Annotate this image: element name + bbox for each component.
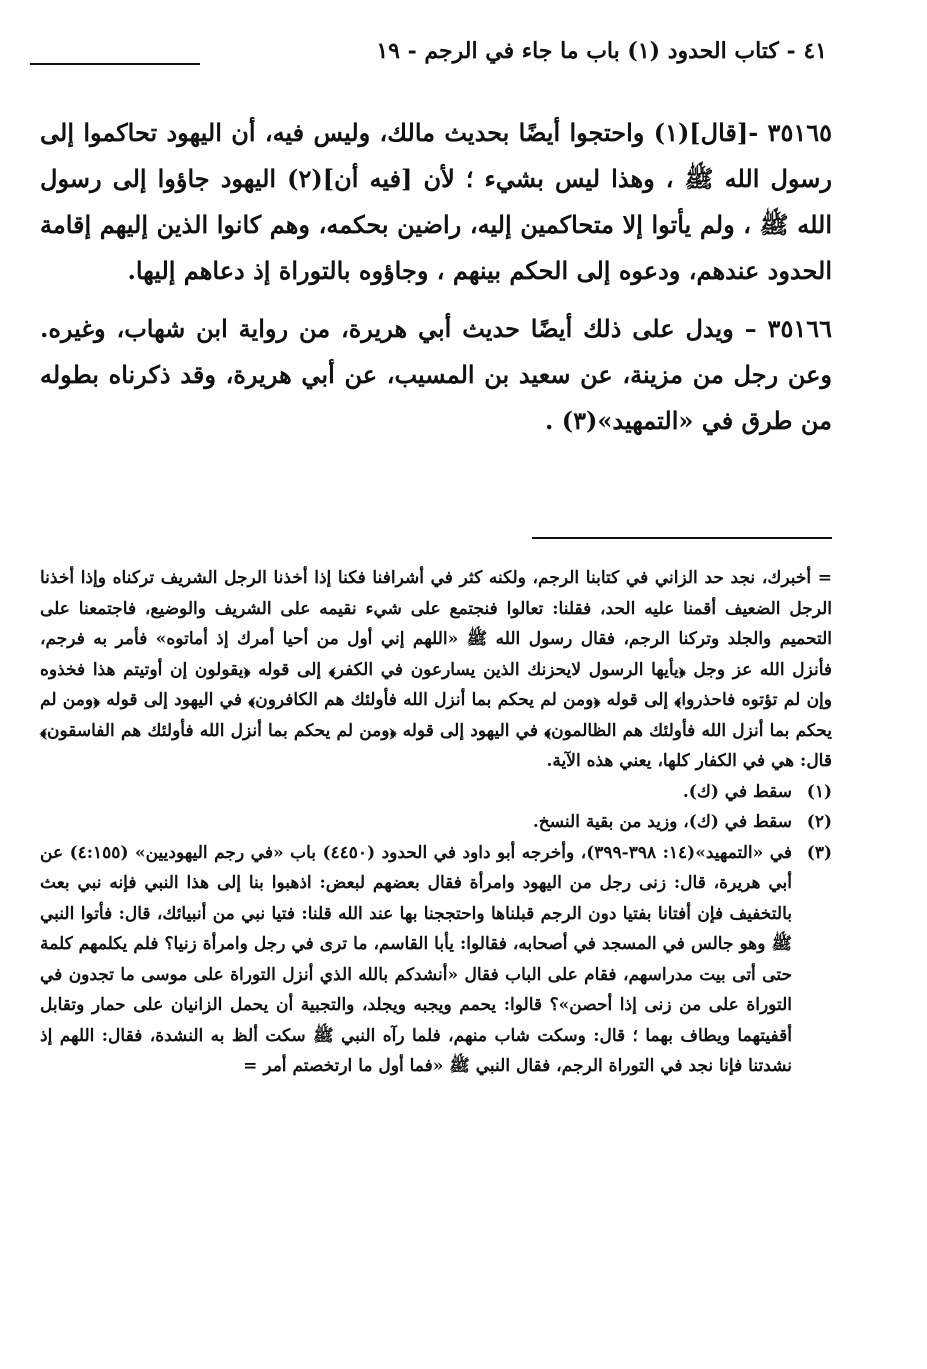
footnote-2 <box>40 807 832 838</box>
footnote-1 <box>40 777 832 808</box>
footnote-number: (٣) <box>806 842 832 863</box>
page-header <box>0 38 927 78</box>
main-text <box>40 110 832 456</box>
header-rule <box>30 63 200 65</box>
footnote-3 <box>40 838 832 1082</box>
footnote-separator <box>532 537 832 539</box>
footnote-number: (١) <box>806 781 832 802</box>
paragraph-35166: ٣٥١٦٦ – ويدل على ذلك أيضًا حديث أبي هريرة، من رواية ابن شهاب، وغيره. وعن رجل من مزينة، عن سعيد بن المسيب، عن أبي هريرة، وقد ذكرناه بطوله من طرق في «التمهيد»(٣) . <box>40 314 832 435</box>
footnotes-section <box>40 563 832 1082</box>
running-title: ٤١ - كتاب الحدود (١) باب ما جاء في الرجم - ١٩ <box>376 38 827 64</box>
footnote-text: سقط في (ك). <box>682 781 792 802</box>
footnote-continuation: = أخبرك، نجد حد الزاني في كتابنا الرجم، ولكنه كثر في أشرافنا فكنا إذا أخذنا الرجل الشريف تركناه وإذا أخذنا الرجل الضعيف أقمنا عليه الحد، فقلنا: تعالوا فنجتمع على شيء نقيمه على الشريف والوضيع، فاجتمعنا على التحميم والجلد وتركنا الرجم، فقال رسول الله ﷺ «اللهم إني أول من أحيا أمرك إذ أماتوه» فأمر به فرجم، فأنزل الله عز وجل ﴿يأيها الرسول لايحزنك الذين يسارعون في الكفر﴾ إلى قوله ﴿يقولون إن أوتيتم هذا فخذوه وإن لم تؤتوه فاحذروا﴾ إلى قوله ﴿ومن لم يحكم بما أنزل الله فأولئك هم الكافرون﴾ في اليهود إلى قوله ﴿ومن لم يحكم بما أنزل الله فأولئك هم الظالمون﴾ في اليهود إلى قوله ﴿ومن لم يحكم بما أنزل الله فأولئك هم الفاسقون﴾ قال: هي في الكفار كلها، يعني هذه الآية. <box>40 568 832 771</box>
footnote-text: سقط في (ك)، وزيد من بقية النسخ. <box>532 812 792 832</box>
footnote-text: في «التمهيد»(١٤: ٣٩٨-٣٩٩)، وأخرجه أبو داود في الحدود (٤٤٥٠) باب «في رجم اليهوديين» (٤:١٥٥) عن أبي هريرة، قال: زنى رجل من اليهود وامرأة فقال بعضهم لبعض: اذهبوا بنا إلى هذا النبي فإنه نبي بعث بالتخفيف فإن أفتانا بفتيا دون الرجم قبلناها واحتججنا بها عند الله قلنا: فتيا نبي من أنبيائك، قال: فأتوا النبي ﷺ وهو جالس في المسجد في أصحابه، فقالوا: يأبا القاسم، ما ترى في رجل وامرأة زنيا؟ فلم يكلمهم كلمة حتى أتى بيت مدراسهم، فقام على الباب فقال «أنشدكم بالله الذي أنزل التوراة على موسى ما تجدون في التوراة على من زنى إذا أحصن»؟ قالوا: يحمم ويجبه ويجلد، والتجبية أن يحمل الزانيان على حمار وتقابل أقفيتهما ويطاف بهما ؛ قال: وسكت شاب منهم، فلما رآه النبي ﷺ سكت ألظ به النشدة، فقال: اللهم إذ نشدتنا فإنا نجد في التوراة الرجم، فقال النبي ﷺ «فما أول ما ارتخصتم أمر = <box>40 842 793 1076</box>
paragraph-35165: ٣٥١٦٥ -[قال](١) واحتجوا أيضًا بحديث مالك، وليس فيه، أن اليهود تحاكموا إلى رسول الله ﷺ ، وهذا ليس بشيء ؛ لأن [فيه أن](٢) اليهود جاؤوا إلى رسول الله ﷺ ، ولم يأتوا إلا متحاكمين إليه، راضين بحكمه، وهم كانوا الذين إليهم إقامة الحدود عندهم، ودعوه إلى الحكم بينهم ، وجاؤوه بالتوراة إذ دعاهم إليها. <box>40 118 833 285</box>
footnote-number: (٢) <box>806 812 832 832</box>
